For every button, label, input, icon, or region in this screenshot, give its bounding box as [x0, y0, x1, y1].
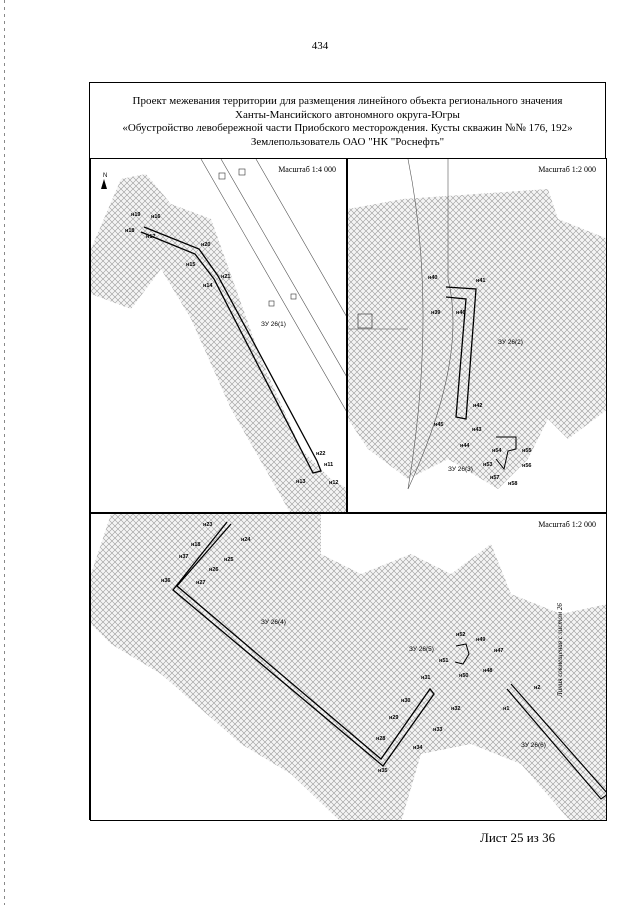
match-line-note: Линия совмещения с листом 26: [556, 603, 564, 697]
point-label: н54: [492, 448, 502, 454]
point-label: н18: [191, 542, 201, 548]
point-label: н42: [473, 403, 483, 409]
point-label: н30: [401, 698, 411, 704]
point-label: н1: [503, 706, 510, 712]
point-label: н32: [451, 706, 461, 712]
point-label: н18: [125, 228, 135, 234]
point-label: ЗУ 26(6): [521, 742, 546, 749]
territory-area: [348, 189, 607, 489]
point-label: н27: [196, 580, 206, 586]
scale-label: Масштаб 1:2 000: [538, 165, 596, 174]
point-label: н20: [201, 242, 211, 248]
point-label: н2: [534, 685, 541, 691]
point-label: ЗУ 26(5): [409, 646, 434, 653]
point-label: н22: [316, 451, 326, 457]
point-label: н58: [508, 481, 518, 487]
point-label: н49: [476, 637, 486, 643]
point-label: н14: [203, 283, 213, 289]
point-label: ЗУ 26(3): [448, 466, 473, 473]
title-line-4: Землепользователь ОАО "НК "Роснефть": [250, 135, 445, 148]
point-label: н45: [434, 422, 444, 428]
point-label: н12: [329, 480, 339, 486]
point-label: н16: [151, 214, 161, 220]
point-label: н17: [146, 234, 156, 240]
page-number: 434: [311, 40, 329, 52]
title-line-3: «Обустройство левобережной части Приобского месторождения. Кусты скважин №№ 176, 192»: [122, 122, 573, 134]
point-label: н39: [431, 310, 441, 316]
territory-area: [91, 514, 607, 821]
point-label: н15: [186, 262, 196, 268]
scale-label: Масштаб 1:2 000: [538, 520, 596, 529]
title-line-2: Ханты-Мансийского автономного округа-Югры: [235, 108, 460, 121]
point-label: н53: [483, 462, 493, 468]
point-label: н41: [476, 278, 486, 284]
page-edge: [4, 0, 5, 905]
point-label: н52: [456, 632, 466, 638]
territory-area: [91, 174, 347, 513]
point-label: н43: [472, 427, 482, 433]
map-panel-3: [90, 513, 607, 821]
map-panel-1: [90, 158, 347, 513]
scale-label: Масштаб 1:4 000: [278, 165, 336, 174]
point-label: н19: [131, 212, 141, 218]
point-label: н44: [460, 443, 470, 449]
point-label: ЗУ 26(4): [261, 619, 286, 626]
point-label: н36: [161, 578, 171, 584]
point-label: н25: [224, 557, 234, 563]
point-label: ЗУ 26(1): [261, 321, 286, 328]
point-label: н47: [494, 648, 504, 654]
title-line-1: Проект межевания территории для размещения линейного объекта регионального значения: [132, 95, 563, 107]
point-label: н11: [324, 462, 334, 468]
point-label: N: [103, 173, 108, 179]
drawing-frame: [89, 82, 606, 820]
point-label: н21: [221, 274, 231, 280]
point-label: н26: [209, 567, 219, 573]
point-label: н55: [522, 448, 532, 454]
point-label: н48: [483, 668, 493, 674]
point-label: н13: [296, 479, 306, 485]
point-label: н51: [439, 658, 449, 664]
point-label: н56: [522, 463, 532, 469]
title-block: [90, 95, 605, 149]
point-label: н28: [376, 736, 386, 742]
point-label: н40: [428, 275, 438, 281]
point-label: ЗУ 26(2): [498, 339, 523, 346]
point-label: н34: [413, 745, 423, 751]
point-label: н29: [389, 715, 399, 721]
point-label: н37: [179, 554, 189, 560]
point-label: н50: [459, 673, 469, 679]
map-panel-2: [347, 158, 607, 513]
point-label: н35: [378, 768, 388, 774]
point-label: н23: [203, 522, 213, 528]
point-label: н57: [490, 475, 500, 481]
point-label: н46: [456, 310, 466, 316]
point-label: н31: [421, 675, 431, 681]
point-label: н33: [433, 727, 443, 733]
sheet-number: Лист 25 из 36: [480, 830, 556, 845]
point-label: н24: [241, 537, 251, 543]
